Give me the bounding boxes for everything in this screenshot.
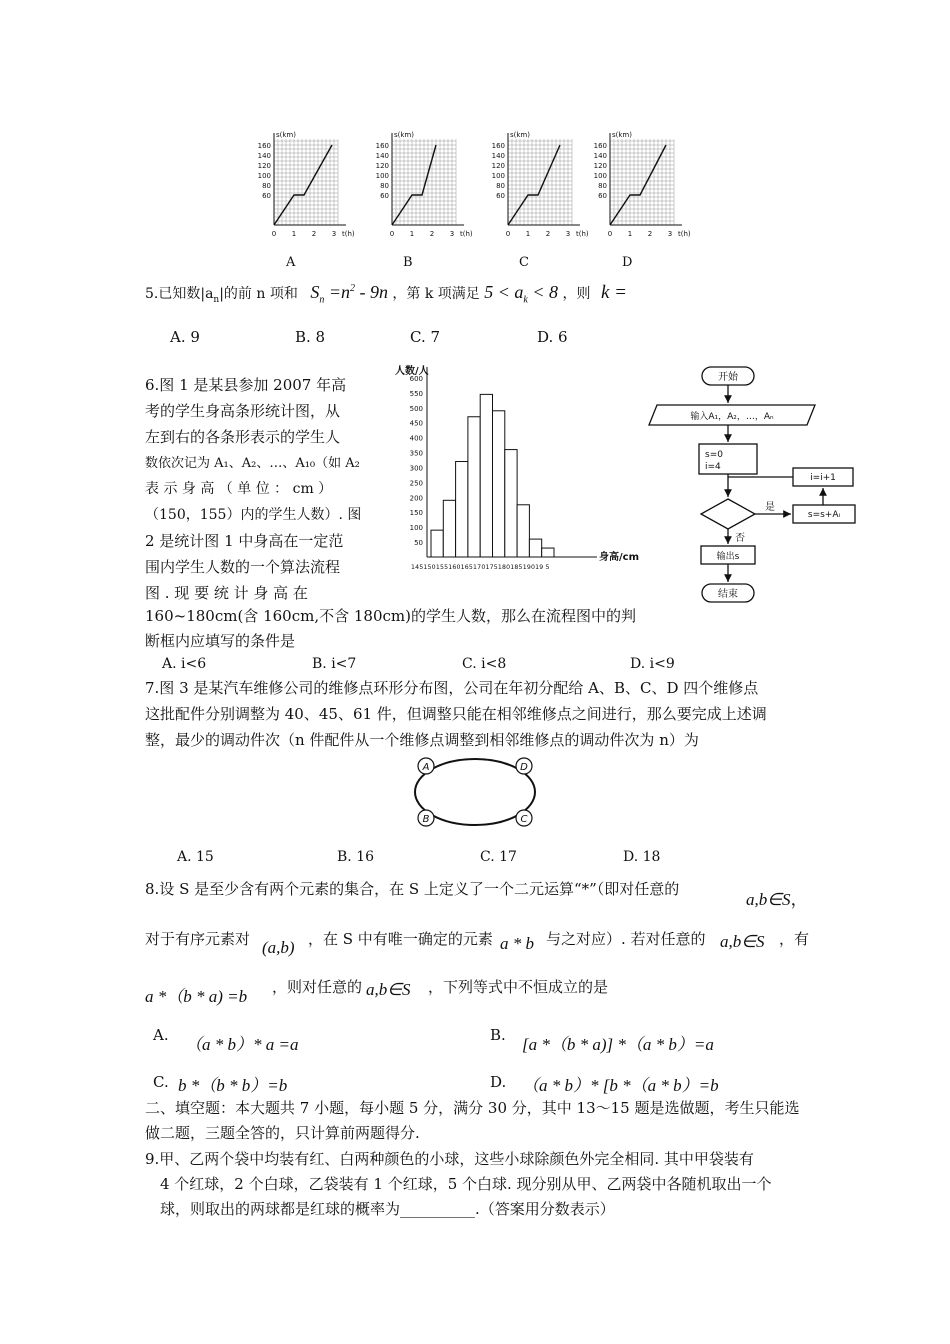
q8-option-b-label[interactable]: B. bbox=[490, 1026, 506, 1044]
q8-line2c: 与之对应）. 若对任意的 bbox=[546, 930, 706, 948]
y-tick-label: 60 bbox=[496, 192, 505, 200]
y-axis-label: s(km) bbox=[510, 131, 530, 139]
q8-line1: 8.设 S 是至少含有两个元素的集合，在 S 上定义了一个二元运算“*”（即对任意的 bbox=[145, 880, 680, 898]
y-tick-label: 100 bbox=[491, 172, 505, 180]
x-tick-label: 2 bbox=[647, 230, 653, 238]
y-tick-label: 60 bbox=[262, 192, 271, 200]
node-b-label: B bbox=[422, 814, 430, 825]
x-tick-label: 3 bbox=[331, 230, 337, 238]
q8-line2: 对于有序元素对 bbox=[145, 930, 251, 948]
graph-d bbox=[594, 131, 691, 238]
q7-line: 7.图 3 是某汽车维修公司的维修点环形分布图，公司在年初分配给 A、B、C、D 四个维修点 bbox=[145, 679, 759, 697]
node-d-label: D bbox=[520, 762, 528, 773]
histogram-bar bbox=[493, 411, 505, 557]
y-tick-label: 600 bbox=[409, 374, 423, 383]
graph-b bbox=[376, 131, 473, 238]
q7-option-b[interactable]: B. 16 bbox=[337, 849, 375, 865]
histogram-bar bbox=[443, 500, 455, 557]
q8-option-b[interactable]: [a *（b * a)] *（a * b）=a bbox=[522, 1035, 714, 1054]
q6-option-c[interactable]: C. i<8 bbox=[462, 656, 507, 672]
x-axis-label: t(h) bbox=[342, 230, 355, 238]
q8-set-3: a,b∈S bbox=[366, 980, 411, 999]
x-tick-label: 1 bbox=[525, 230, 531, 238]
q5-option-a[interactable]: A. 9 bbox=[170, 328, 200, 346]
histogram-bar bbox=[542, 548, 554, 557]
x-tick-label: 2 bbox=[311, 230, 317, 238]
section2-line: 做二题，三题全答的，只计算前两题得分. bbox=[145, 1124, 420, 1142]
x-tick-label: 2 bbox=[545, 230, 551, 238]
y-tick-label: 100 bbox=[375, 172, 389, 180]
x-tick-label: 1 bbox=[291, 230, 297, 238]
y-tick-label: 160 bbox=[491, 142, 505, 150]
histogram-bar bbox=[431, 530, 443, 557]
histogram-bar bbox=[480, 394, 492, 557]
y-axis-title: 人数/人 bbox=[395, 366, 429, 377]
q9-line: 球，则取出的两球都是红球的概率为__________.（答案用分数表示） bbox=[160, 1200, 615, 1218]
q8-option-a[interactable]: （a * b）* a =a bbox=[185, 1035, 299, 1054]
q6-line: 2 是统计图 1 中身高在一定范 bbox=[145, 532, 344, 550]
q8-set-1: a,b∈S， bbox=[746, 890, 808, 909]
repair-ring-diagram bbox=[410, 752, 540, 832]
y-tick-label: 140 bbox=[257, 152, 271, 160]
flow-end-text: 结束 bbox=[718, 589, 738, 600]
q6-line: 数依次记为 A₁、A₂、…、A₁₀（如 A₂ bbox=[145, 456, 360, 471]
q8-line3a: ，则对任意的 bbox=[272, 978, 363, 996]
y-tick-label: 160 bbox=[593, 142, 607, 150]
q8-pair: (a,b) bbox=[262, 938, 295, 957]
x-tick-label: 1 bbox=[409, 230, 415, 238]
node-c-label: C bbox=[520, 814, 528, 825]
x-tick-label: 0 bbox=[271, 230, 277, 238]
q6-line: 考的学生身高条形统计图，从 bbox=[145, 402, 341, 420]
q5-option-d[interactable]: D. 6 bbox=[537, 328, 568, 346]
y-tick-label: 60 bbox=[380, 192, 389, 200]
q7-line: 这批配件分别调整为 40、45、61 件，但调整只能在相邻维修点之间进行，那么要完成上述调 bbox=[145, 705, 767, 723]
x-tick-labels: 14515015516016517017518018519019 5 bbox=[411, 564, 550, 571]
q6-line: 160~180cm(含 160cm,不含 180cm)的学生人数，那么在流程图中的判 bbox=[145, 607, 636, 625]
y-tick-label: 250 bbox=[409, 479, 423, 488]
q6-option-a[interactable]: A. i<6 bbox=[162, 656, 207, 672]
q6-line: 图 . 现 要 统 计 身 高 在 bbox=[145, 584, 308, 602]
y-tick-label: 550 bbox=[409, 389, 423, 398]
histogram-bar bbox=[505, 450, 517, 557]
x-tick-label: 0 bbox=[389, 230, 395, 238]
x-tick-label: 0 bbox=[505, 230, 511, 238]
q6-option-b[interactable]: B. i<7 bbox=[312, 656, 357, 672]
graph-label-c: C bbox=[519, 255, 529, 270]
y-tick-label: 100 bbox=[593, 172, 607, 180]
y-tick-label: 80 bbox=[598, 182, 607, 190]
distance-time-graphs bbox=[240, 125, 720, 275]
y-tick-label: 160 bbox=[257, 142, 271, 150]
x-axis-label: t(h) bbox=[678, 230, 691, 238]
node-a-label: A bbox=[422, 762, 430, 773]
q7-line: 整，最少的调动件次（n 件配件从一个维修点调整到相邻维修点的调动件次为 n）为 bbox=[145, 731, 699, 749]
x-tick-label: 2 bbox=[429, 230, 435, 238]
histogram-bar bbox=[517, 505, 529, 557]
y-axis-label: s(km) bbox=[394, 131, 414, 139]
flow-start-text: 开始 bbox=[718, 372, 738, 383]
q9-line: 9.甲、乙两个袋中均装有红、白两种颜色的小球，这些小球除颜色外完全相同. 其中甲袋装有 bbox=[145, 1150, 754, 1168]
x-tick-label: 3 bbox=[667, 230, 673, 238]
y-tick-label: 60 bbox=[598, 192, 607, 200]
q6-line: 围内学生人数的一个算法流程 bbox=[145, 558, 341, 576]
algorithm-flowchart bbox=[645, 365, 860, 605]
q9-line: 4 个红球，2 个白球，乙袋装有 1 个红球，5 个白球. 现分别从甲、乙两袋中各随机取出一个 bbox=[160, 1175, 772, 1193]
histogram-bar bbox=[529, 539, 541, 557]
q6-line: （150，155）内的学生人数）. 图 bbox=[145, 507, 362, 523]
q8-law: a *（b * a) =b bbox=[145, 987, 248, 1006]
x-axis-label: t(h) bbox=[576, 230, 589, 238]
flow-decision-node bbox=[701, 499, 755, 529]
x-tick-label: 0 bbox=[607, 230, 613, 238]
q6-line: 6.图 1 是某县参加 2007 年高 bbox=[145, 376, 347, 394]
q7-option-a[interactable]: A. 15 bbox=[177, 849, 214, 865]
q8-option-c[interactable]: b *（b * b）=b bbox=[178, 1076, 288, 1095]
height-histogram bbox=[385, 362, 640, 577]
y-tick-label: 140 bbox=[491, 152, 505, 160]
graph-a bbox=[258, 131, 355, 238]
flow-input-text: 输入A₁，A₂，…，Aₙ bbox=[690, 412, 774, 422]
y-tick-label: 140 bbox=[593, 152, 607, 160]
q8-line2d: ，有 bbox=[779, 930, 810, 948]
graph-c bbox=[492, 131, 589, 238]
q5-option-c[interactable]: C. 7 bbox=[410, 328, 441, 346]
y-tick-label: 120 bbox=[491, 162, 505, 170]
flow-init-s: s=0 bbox=[705, 450, 723, 460]
y-tick-label: 150 bbox=[409, 509, 423, 518]
histogram-bar bbox=[468, 417, 480, 557]
y-tick-label: 120 bbox=[257, 162, 271, 170]
q8-option-d-label[interactable]: D. bbox=[490, 1073, 507, 1091]
y-tick-label: 350 bbox=[409, 449, 423, 458]
y-tick-label: 100 bbox=[409, 524, 423, 533]
y-tick-label: 160 bbox=[375, 142, 389, 150]
graph-label-a: A bbox=[286, 255, 296, 270]
y-tick-label: 300 bbox=[409, 464, 423, 473]
flow-sum-text: s=s+Aᵢ bbox=[807, 510, 841, 520]
x-tick-label: 3 bbox=[449, 230, 455, 238]
q8-ab: a * b bbox=[500, 934, 534, 953]
graph-label-b: B bbox=[403, 255, 413, 270]
q5-option-b[interactable]: B. 8 bbox=[295, 328, 326, 346]
x-tick-label: 3 bbox=[565, 230, 571, 238]
q8-set-2: a,b∈S bbox=[720, 932, 765, 951]
y-tick-label: 500 bbox=[409, 404, 423, 413]
q8-option-c-label[interactable]: C. bbox=[153, 1073, 169, 1091]
histogram-bar bbox=[456, 462, 468, 557]
q8-line2b: ，在 S 中有唯一确定的元素 bbox=[308, 930, 493, 948]
y-tick-label: 120 bbox=[593, 162, 607, 170]
flow-yes-text: 是 bbox=[765, 502, 775, 513]
q8-option-a-label[interactable]: A. bbox=[153, 1026, 169, 1044]
q8-line3b: ，下列等式中不恒成立的是 bbox=[428, 978, 609, 996]
flow-incr-text: i=i+1 bbox=[810, 473, 836, 483]
y-tick-label: 120 bbox=[375, 162, 389, 170]
q6-line: 表 示 身 高 （ 单 位 ： cm ） bbox=[145, 481, 333, 497]
y-axis-label: s(km) bbox=[612, 131, 632, 139]
q7-option-d[interactable]: D. 18 bbox=[623, 849, 661, 865]
y-tick-label: 450 bbox=[409, 419, 423, 428]
flow-init-i: i=4 bbox=[705, 462, 721, 472]
section2-line: 二、填空题：本大题共 7 小题，每小题 5 分，满分 30 分，其中 13～15 题是选做题，考生只能选 bbox=[145, 1099, 800, 1117]
flow-no-text: 否 bbox=[735, 533, 745, 544]
y-tick-label: 50 bbox=[414, 539, 423, 548]
y-axis-label: s(km) bbox=[276, 131, 296, 139]
y-tick-label: 200 bbox=[409, 494, 423, 503]
q6-line: 断框内应填写的条件是 bbox=[145, 632, 296, 650]
q8-option-d[interactable]: （a * b）* [b *（a * b）=b bbox=[522, 1076, 719, 1095]
x-tick-label: 1 bbox=[627, 230, 633, 238]
q7-option-c[interactable]: C. 17 bbox=[480, 849, 517, 865]
q6-line: 左到右的各条形表示的学生人 bbox=[145, 428, 341, 446]
y-tick-label: 400 bbox=[409, 434, 423, 443]
y-tick-label: 100 bbox=[257, 172, 271, 180]
x-axis-label: t(h) bbox=[460, 230, 473, 238]
y-tick-label: 140 bbox=[375, 152, 389, 160]
q5-stem: 5.已知数$|a_n|$的前 n 项和 $S_n =n^2 - 9n$ ，第 k 项满足 $5 < a_k < 8$ ，则 k = bbox=[145, 282, 627, 306]
y-tick-label: 80 bbox=[380, 182, 389, 190]
flow-output-text: 输出s bbox=[716, 552, 740, 562]
y-tick-label: 80 bbox=[496, 182, 505, 190]
y-tick-label: 80 bbox=[262, 182, 271, 190]
graph-label-d: D bbox=[622, 255, 633, 270]
q6-option-d[interactable]: D. i<9 bbox=[630, 656, 675, 672]
x-axis-title: 身高/cm bbox=[599, 552, 639, 563]
